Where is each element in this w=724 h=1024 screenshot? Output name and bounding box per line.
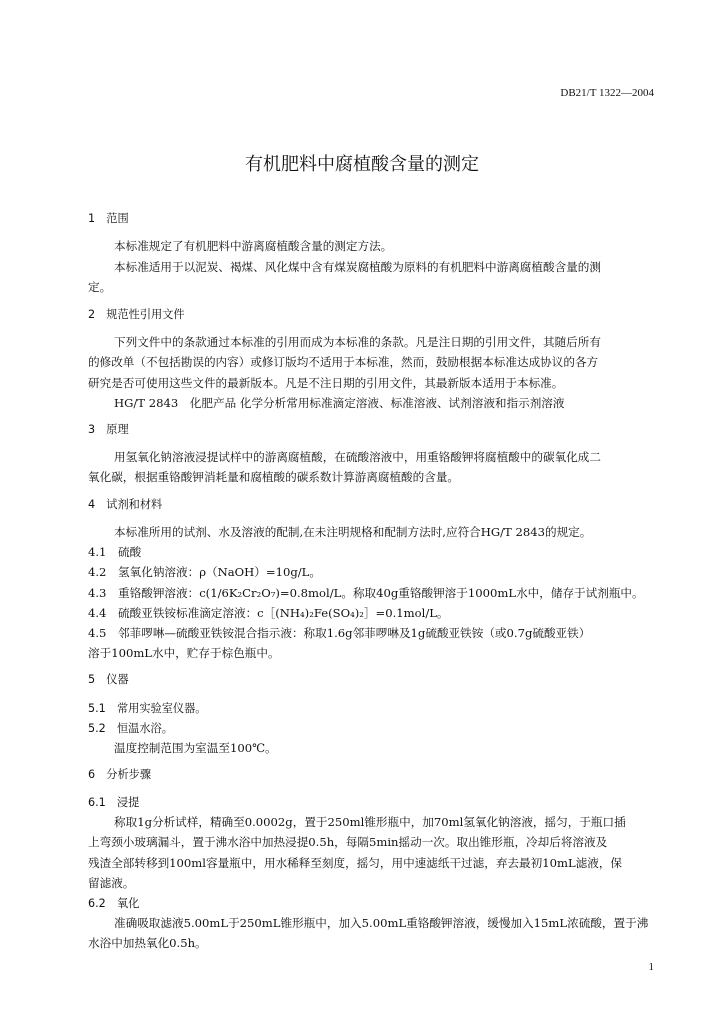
- clause-4-2: 4.2 氢氧化钠溶液：ρ（NaOH）=10g/L。: [88, 565, 321, 579]
- section-heading-normative-references: 2 规范性引用文件: [88, 308, 185, 321]
- paragraph-line: 留滤液。: [88, 876, 135, 890]
- paragraph-line: 氧化碳，根据重铬酸钾消耗量和腐植酸的碳系数计算游离腐植酸的含量。: [88, 470, 460, 484]
- clause-4-3: 4.3 重铬酸钾溶液：c(1/6K₂Cr₂O₇)=0.8mol/L。称取40g重铬酸钾溶于1000mL水中，储存于试剂瓶中。: [88, 586, 644, 600]
- section-heading-reagents: 4 试剂和材料: [88, 498, 163, 511]
- section-heading-principle: 3 原理: [88, 423, 129, 436]
- paragraph-line: 温度控制范围为室温至100℃。: [114, 741, 277, 755]
- section-heading-procedure: 6 分析步骤: [88, 768, 152, 781]
- paragraph-line: 残渣全部转移到100ml容量瓶中，用水稀释至刻度，摇匀，用中速滤纸干过滤，弃去最初10mL滤液，保: [88, 856, 623, 870]
- reference-line: HG/T 2843 化肥产品 化学分析常用标准滴定溶液、标准溶液、试剂溶液和指示剂溶液: [114, 396, 565, 410]
- clause-5-2: 5.2 恒温水浴。: [88, 722, 173, 735]
- paragraph-line: 的修改单（不包括勘误的内容）或修订版均不适用于本标准，然而，鼓励根据本标准达成协议的各方: [88, 355, 599, 369]
- clause-4-5: 4.5 邻菲啰啉—硫酸亚铁铵混合指示液：称取1.6g邻菲啰啉及1g硫酸亚铁铵（或0.7g硫酸亚铁）: [88, 626, 591, 640]
- paragraph-line: 本标准适用于以泥炭、褐煤、风化煤中含有煤炭腐植酸为原料的有机肥料中游离腐植酸含量的测: [114, 260, 601, 274]
- paragraph-line: 上弯颈小玻璃漏斗，置于沸水浴中加热浸提0.5h，每隔5min摇动一次。取出锥形瓶，冷却后将溶液及: [88, 835, 608, 849]
- paragraph-line: 溶于100mL水中，贮存于棕色瓶中。: [88, 646, 280, 660]
- clause-6-1: 6.1 浸提: [88, 796, 140, 809]
- page-number: 1: [648, 961, 654, 973]
- paragraph-line: 用氢氧化钠溶液浸提试样中的游离腐植酸，在硫酸溶液中，用重铬酸钾将腐植酸中的碳氧化成二: [114, 450, 601, 464]
- paragraph-line: 水浴中加热氧化0.5h。: [88, 936, 207, 950]
- section-heading-apparatus: 5 仪器: [88, 673, 129, 686]
- document-title: 有机肥料中腐植酸含量的测定: [245, 154, 479, 175]
- standard-code: DB21/T 1322—2004: [560, 87, 654, 99]
- paragraph-line: 研究是否可使用这些文件的最新版本。凡是不注日期的引用文件，其最新版本适用于本标准。: [88, 376, 564, 390]
- clause-5-1: 5.1 常用实验室仪器。: [88, 702, 207, 715]
- paragraph-line: 准确吸取滤液5.00mL于250mL锥形瓶中，加入5.00mL重铬酸钾溶液，缓慢加入15mL浓硫酸，置于沸: [114, 916, 649, 930]
- clause-6-2: 6.2 氧化: [88, 897, 140, 910]
- clause-4-1: 4.1 硫酸: [88, 545, 142, 559]
- paragraph-line: 本标准所用的试剂、水及溶液的配制,在未注明规格和配制方法时,应符合HG/T 2843的规定。: [114, 525, 592, 539]
- section-heading-scope: 1 范围: [88, 212, 129, 225]
- clause-4-4: 4.4 硫酸亚铁铵标准滴定溶液：c［(NH₄)₂Fe(SO₄)₂］=0.1mol/L。: [88, 606, 449, 620]
- paragraph-line: 定。: [88, 280, 112, 294]
- paragraph-line: 本标准规定了有机肥料中游离腐植酸含量的测定方法。: [114, 239, 393, 253]
- paragraph-line: 下列文件中的条款通过本标准的引用而成为本标准的条款。凡是注日期的引用文件，其随后所有: [114, 335, 601, 349]
- paragraph-line: 称取1g分析试样，精确至0.0002g，置于250ml锥形瓶中，加70ml氢氧化钠溶液，摇匀，于瓶口插: [114, 815, 626, 829]
